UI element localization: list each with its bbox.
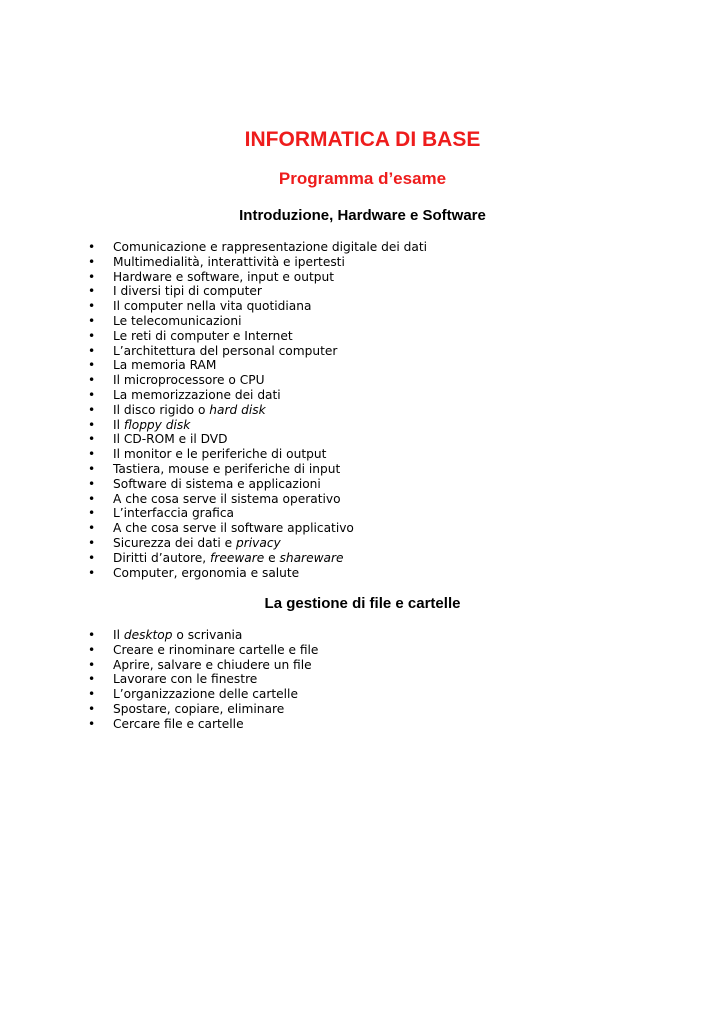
- document-title-text: INFORMATICA DI BASE: [244, 128, 481, 151]
- list-item-text: Cercare file e cartelle: [113, 716, 244, 731]
- list-item-text: A che cosa serve il sistema operativo: [113, 491, 341, 506]
- bullet-dot-icon: •: [88, 343, 96, 358]
- list-item: [88, 270, 648, 285]
- bullet-dot-icon: •: [88, 628, 96, 642]
- bullet-dot-icon: •: [88, 701, 96, 716]
- list-item-text: Il CD-ROM e il DVD: [113, 432, 228, 447]
- list-item: [88, 432, 648, 447]
- list-item-text: [113, 536, 281, 550]
- list-item: [88, 358, 648, 373]
- list-item: [88, 521, 648, 536]
- list-item-text: [113, 418, 190, 432]
- list-item-text: Multimedialità, interattività e ipertesti: [113, 254, 345, 269]
- list-item-text: Il microprocessore o CPU: [113, 373, 265, 388]
- list-item: [88, 687, 648, 702]
- list-item: [88, 329, 648, 344]
- list-item-text: L’organizzazione delle cartelle: [113, 687, 298, 702]
- list-item-text-part: Il: [113, 417, 124, 432]
- list-item-text: Tastiera, mouse e periferiche di input: [113, 461, 341, 476]
- list-item: [88, 628, 648, 643]
- list-item-italic-term: privacy: [236, 535, 281, 550]
- document-title: [0, 125, 725, 155]
- list-item-text: [113, 403, 266, 417]
- list-item: [88, 672, 648, 687]
- bullet-dot-icon: •: [88, 254, 96, 269]
- list-item-text: Aprire, salvare e chiudere un file: [113, 657, 312, 672]
- list-item: [88, 506, 648, 521]
- list-item-text: Creare e rinominare cartelle e file: [113, 642, 319, 657]
- bullet-dot-icon: •: [88, 716, 96, 731]
- list-item: [88, 551, 648, 566]
- bullet-dot-icon: •: [88, 687, 96, 702]
- list-item-text: [113, 628, 242, 642]
- list-item: [88, 403, 648, 418]
- document-subtitle: [0, 166, 725, 192]
- list-item: [88, 536, 648, 551]
- list-item: [88, 658, 648, 673]
- section-heading-file-folders: La gestione di file e cartelle: [264, 595, 461, 612]
- bullet-dot-icon: •: [88, 358, 96, 373]
- list-item-text: La memorizzazione dei dati: [113, 387, 281, 402]
- list-item-text-part: Il disco rigido o: [113, 402, 210, 417]
- list-item-text-part: Diritti d’autore,: [113, 550, 211, 565]
- list-item-italic-term: freeware: [210, 550, 265, 565]
- list-item-text: [113, 551, 344, 565]
- list-item-text: Il computer nella vita quotidiana: [113, 299, 312, 314]
- list-item: [88, 492, 648, 507]
- bullet-dot-icon: •: [88, 565, 96, 580]
- list-item-text: Comunicazione e rappresentazione digitale dei dati: [113, 240, 428, 254]
- list-item: [88, 418, 648, 433]
- list-item-text-part: Il: [113, 628, 124, 642]
- list-item-text: Hardware e software, input e output: [113, 269, 334, 284]
- list-item-text-part: Sicurezza dei dati e: [113, 535, 237, 550]
- list-item-text: La memoria RAM: [113, 358, 217, 373]
- section-heading-hardware-software: Introduzione, Hardware e Software: [239, 207, 486, 224]
- list-item: [88, 462, 648, 477]
- list-item-text: L’architettura del personal computer: [113, 343, 338, 358]
- bullet-dot-icon: •: [88, 447, 96, 462]
- list-item-text: Computer, ergonomia e salute: [113, 565, 300, 580]
- bullet-list-file-folders: [88, 628, 648, 732]
- list-item-text: Le reti di computer e Internet: [113, 328, 293, 343]
- document-subtitle-text: Programma d’esame: [278, 169, 447, 188]
- list-item-text: Le telecomunicazioni: [113, 313, 242, 328]
- bullet-dot-icon: •: [88, 432, 96, 447]
- list-item-text-part: e: [264, 550, 280, 565]
- list-item: [88, 702, 648, 717]
- list-item: [88, 314, 648, 329]
- bullet-dot-icon: •: [88, 476, 96, 491]
- bullet-dot-icon: •: [88, 521, 96, 536]
- bullet-dot-icon: •: [88, 672, 96, 687]
- bullet-dot-icon: •: [88, 284, 96, 299]
- list-item: [88, 344, 648, 359]
- list-item: [88, 717, 648, 732]
- bullet-dot-icon: •: [88, 657, 96, 672]
- list-item-italic-term: floppy disk: [123, 417, 191, 432]
- list-item: [88, 388, 648, 403]
- list-item: [88, 477, 648, 492]
- bullet-dot-icon: •: [88, 269, 96, 284]
- bullet-dot-icon: •: [88, 313, 96, 328]
- list-item: [88, 643, 648, 658]
- list-item-text-part: o scrivania: [172, 628, 243, 642]
- bullet-dot-icon: •: [88, 535, 96, 550]
- list-item-text: A che cosa serve il software applicativo: [113, 521, 354, 536]
- list-item: [88, 299, 648, 314]
- bullet-dot-icon: •: [88, 299, 96, 314]
- bullet-dot-icon: •: [88, 550, 96, 565]
- list-item-italic-term: desktop: [123, 628, 173, 642]
- list-item-text: I diversi tipi di computer: [113, 284, 262, 299]
- bullet-dot-icon: •: [88, 506, 96, 521]
- bullet-dot-icon: •: [88, 491, 96, 506]
- bullet-dot-icon: •: [88, 240, 96, 254]
- list-item-italic-term: hard disk: [209, 402, 266, 417]
- bullet-dot-icon: •: [88, 417, 96, 432]
- bullet-dot-icon: •: [88, 461, 96, 476]
- bullet-dot-icon: •: [88, 328, 96, 343]
- list-item: [88, 447, 648, 462]
- list-item-text: L’interfaccia grafica: [113, 506, 235, 521]
- bullet-dot-icon: •: [88, 387, 96, 402]
- list-item: [88, 373, 648, 388]
- bullet-dot-icon: •: [88, 373, 96, 388]
- bullet-dot-icon: •: [88, 402, 96, 417]
- bullet-dot-icon: •: [88, 642, 96, 657]
- list-item: [88, 566, 648, 581]
- list-item: [88, 240, 648, 255]
- list-item: [88, 255, 648, 270]
- list-item-italic-term: shareware: [279, 550, 344, 565]
- list-item-text: Spostare, copiare, eliminare: [113, 701, 285, 716]
- list-item-text: Software di sistema e applicazioni: [113, 476, 321, 491]
- list-item-text: Il monitor e le periferiche di output: [113, 447, 327, 462]
- list-item: [88, 284, 648, 299]
- list-item-text: Lavorare con le finestre: [113, 672, 258, 687]
- bullet-list-hardware-software: [88, 240, 648, 580]
